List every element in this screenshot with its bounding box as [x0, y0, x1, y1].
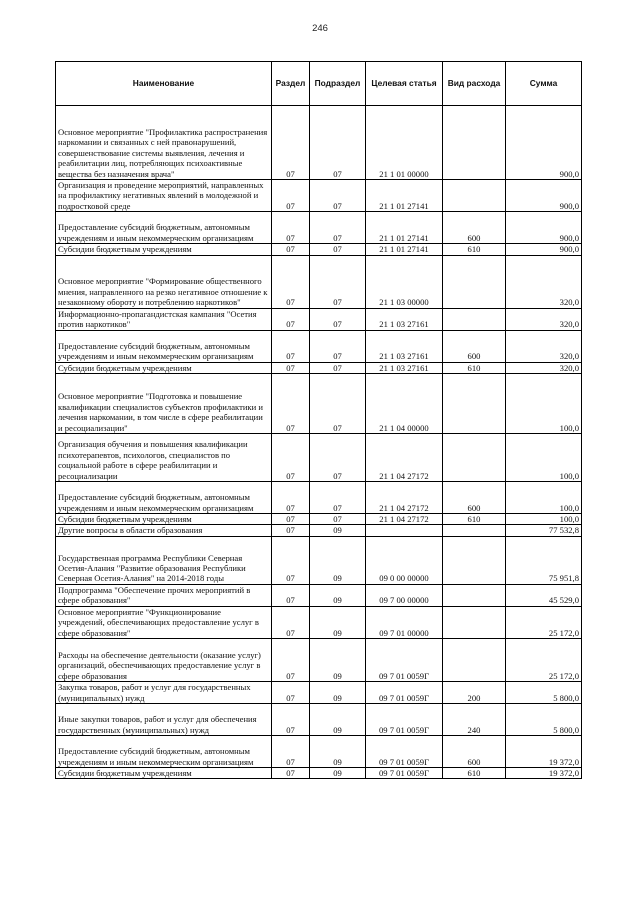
- table-row: [56, 525, 582, 536]
- row-expense-type: 240: [443, 704, 506, 736]
- row-target-article: 21 1 04 00000: [366, 374, 443, 434]
- table-row: [56, 536, 582, 584]
- row-target-article: 21 1 04 27172: [366, 514, 443, 525]
- row-name: Основное мероприятие "Функционирование учреждений, обеспечивающих предоставление услуг в сфере образования": [56, 606, 272, 638]
- row-target-article: 09 7 01 0059Г: [366, 768, 443, 779]
- row-sum: 19 372,0: [506, 736, 582, 768]
- row-sum: 320,0: [506, 255, 582, 308]
- row-name: Основное мероприятие "Профилактика распространения наркомании и связанных с ней правонарушений, совершенствование системы выявления, лечения и реабилитации лиц, потребляющих психоактивные вещества без назначения врача": [56, 106, 272, 180]
- row-sum: 100,0: [506, 514, 582, 525]
- row-sum: 25 172,0: [506, 606, 582, 638]
- row-razdel: 07: [272, 525, 310, 536]
- table-row: [56, 308, 582, 330]
- row-razdel: 07: [272, 639, 310, 682]
- row-sum: 45 529,0: [506, 584, 582, 606]
- row-expense-type: 610: [443, 768, 506, 779]
- table-row: [56, 482, 582, 514]
- row-razdel: 07: [272, 434, 310, 482]
- row-podrazdel: 09: [310, 768, 366, 779]
- table-row: [56, 330, 582, 362]
- row-expense-type: 610: [443, 362, 506, 373]
- row-razdel: 07: [272, 704, 310, 736]
- row-razdel: 07: [272, 682, 310, 704]
- header-sum: Сумма: [506, 62, 582, 106]
- header-target-article: Целевая статья: [366, 62, 443, 106]
- row-razdel: 07: [272, 330, 310, 362]
- row-razdel: 07: [272, 482, 310, 514]
- budget-table: [55, 61, 582, 779]
- row-target-article: 21 1 03 27161: [366, 362, 443, 373]
- row-razdel: 07: [272, 584, 310, 606]
- row-razdel: 07: [272, 768, 310, 779]
- table-header-row: [56, 62, 582, 106]
- header-name: Наименование: [56, 62, 272, 106]
- header-razdel: Раздел: [272, 62, 310, 106]
- row-expense-type: [443, 584, 506, 606]
- row-expense-type: 200: [443, 682, 506, 704]
- row-name: Закупка товаров, работ и услуг для государственных (муниципальных) нужд: [56, 682, 272, 704]
- row-expense-type: [443, 180, 506, 212]
- row-sum: 900,0: [506, 180, 582, 212]
- header-podrazdel: Подраздел: [310, 62, 366, 106]
- row-expense-type: 600: [443, 736, 506, 768]
- row-podrazdel: 09: [310, 525, 366, 536]
- row-podrazdel: 07: [310, 106, 366, 180]
- row-sum: 900,0: [506, 244, 582, 255]
- row-target-article: 21 1 04 27172: [366, 434, 443, 482]
- row-razdel: 07: [272, 362, 310, 373]
- table-row: [56, 255, 582, 308]
- row-expense-type: [443, 374, 506, 434]
- row-sum: 900,0: [506, 212, 582, 244]
- row-podrazdel: 09: [310, 606, 366, 638]
- row-podrazdel: 07: [310, 434, 366, 482]
- row-name: Основное мероприятие "Формирование общественного мнения, направленного на резко негативное отношение к незаконному обороту и потреблению наркотиков": [56, 255, 272, 308]
- row-name: Субсидии бюджетным учреждениям: [56, 768, 272, 779]
- row-expense-type: [443, 639, 506, 682]
- row-expense-type: 600: [443, 482, 506, 514]
- row-sum: 320,0: [506, 330, 582, 362]
- row-target-article: 21 1 03 00000: [366, 255, 443, 308]
- row-name: Предоставление субсидий бюджетным, автономным учреждениям и иным некоммерческим организациям: [56, 330, 272, 362]
- row-razdel: 07: [272, 212, 310, 244]
- row-podrazdel: 09: [310, 536, 366, 584]
- row-podrazdel: 09: [310, 736, 366, 768]
- row-name: Субсидии бюджетным учреждениям: [56, 362, 272, 373]
- row-sum: 19 372,0: [506, 768, 582, 779]
- row-target-article: 09 7 00 00000: [366, 584, 443, 606]
- row-name: Другие вопросы в области образования: [56, 525, 272, 536]
- table-row: [56, 736, 582, 768]
- table-row: [56, 244, 582, 255]
- row-target-article: 09 7 01 0059Г: [366, 704, 443, 736]
- row-name: Предоставление субсидий бюджетным, автономным учреждениям и иным некоммерческим организациям: [56, 212, 272, 244]
- row-target-article: 09 0 00 00000: [366, 536, 443, 584]
- row-expense-type: [443, 308, 506, 330]
- row-podrazdel: 09: [310, 704, 366, 736]
- row-expense-type: 600: [443, 330, 506, 362]
- row-sum: 900,0: [506, 106, 582, 180]
- row-razdel: 07: [272, 606, 310, 638]
- row-razdel: 07: [272, 374, 310, 434]
- row-name: Иные закупки товаров, работ и услуг для обеспечения государственных (муниципальных) нужд: [56, 704, 272, 736]
- table-row: [56, 639, 582, 682]
- row-expense-type: [443, 106, 506, 180]
- row-name: Информационно-пропагандистская кампания "Осетия против наркотиков": [56, 308, 272, 330]
- table-row: [56, 434, 582, 482]
- row-sum: 320,0: [506, 362, 582, 373]
- row-sum: 320,0: [506, 308, 582, 330]
- row-razdel: 07: [272, 244, 310, 255]
- row-expense-type: [443, 536, 506, 584]
- row-razdel: 07: [272, 255, 310, 308]
- row-target-article: 21 1 04 27172: [366, 482, 443, 514]
- row-sum: 25 172,0: [506, 639, 582, 682]
- row-razdel: 07: [272, 736, 310, 768]
- row-target-article: 09 7 01 0059Г: [366, 682, 443, 704]
- table-row: [56, 374, 582, 434]
- row-name: Предоставление субсидий бюджетным, автономным учреждениям и иным некоммерческим организациям: [56, 736, 272, 768]
- row-podrazdel: 09: [310, 584, 366, 606]
- page-number: 246: [312, 23, 328, 34]
- row-expense-type: 610: [443, 244, 506, 255]
- row-podrazdel: 09: [310, 639, 366, 682]
- row-expense-type: 600: [443, 212, 506, 244]
- table-row: [56, 212, 582, 244]
- row-expense-type: [443, 434, 506, 482]
- row-sum: 77 532,8: [506, 525, 582, 536]
- row-name: Подпрограмма "Обеспечение прочих мероприятий в сфере образования": [56, 584, 272, 606]
- table-row: [56, 682, 582, 704]
- row-podrazdel: 07: [310, 308, 366, 330]
- table-body: [56, 106, 582, 779]
- row-target-article: 21 1 03 27161: [366, 308, 443, 330]
- header-expense-type: Вид расхода: [443, 62, 506, 106]
- row-podrazdel: 07: [310, 482, 366, 514]
- table-row: [56, 584, 582, 606]
- row-name: Государственная программа Республики Северная Осетия-Алания "Развитие образования Республики Северная Осетия-Алания" на 2014-2018 годы: [56, 536, 272, 584]
- row-podrazdel: 07: [310, 255, 366, 308]
- row-podrazdel: 07: [310, 244, 366, 255]
- row-podrazdel: 07: [310, 212, 366, 244]
- table-row: [56, 180, 582, 212]
- row-sum: 100,0: [506, 482, 582, 514]
- row-name: Организация обучения и повышения квалификации психотерапевтов, психологов, специалистов по социальной работе в сфере реабилитации и ресоциализации: [56, 434, 272, 482]
- row-podrazdel: 07: [310, 514, 366, 525]
- table-row: [56, 514, 582, 525]
- row-sum: 100,0: [506, 374, 582, 434]
- row-target-article: [366, 525, 443, 536]
- row-podrazdel: 09: [310, 682, 366, 704]
- row-target-article: 09 7 01 0059Г: [366, 639, 443, 682]
- table-row: [56, 768, 582, 779]
- table-row: [56, 362, 582, 373]
- row-target-article: 21 1 01 27141: [366, 244, 443, 255]
- row-sum: 5 800,0: [506, 704, 582, 736]
- row-name: Предоставление субсидий бюджетным, автономным учреждениям и иным некоммерческим организациям: [56, 482, 272, 514]
- row-razdel: 07: [272, 180, 310, 212]
- table-row: [56, 606, 582, 638]
- row-target-article: 21 1 01 27141: [366, 180, 443, 212]
- row-name: Субсидии бюджетным учреждениям: [56, 244, 272, 255]
- row-name: Расходы на обеспечение деятельности (оказание услуг) организаций, обеспечивающих предоставление услуг в сфере образования: [56, 639, 272, 682]
- row-name: Организация и проведение мероприятий, направленных на профилактику негативных явлений в молодежной и подростковой среде: [56, 180, 272, 212]
- row-name: Субсидии бюджетным учреждениям: [56, 514, 272, 525]
- row-target-article: 21 1 01 00000: [366, 106, 443, 180]
- row-expense-type: [443, 255, 506, 308]
- row-podrazdel: 07: [310, 330, 366, 362]
- row-razdel: 07: [272, 536, 310, 584]
- row-podrazdel: 07: [310, 374, 366, 434]
- row-razdel: 07: [272, 308, 310, 330]
- row-razdel: 07: [272, 106, 310, 180]
- row-target-article: 21 1 03 27161: [366, 330, 443, 362]
- row-expense-type: [443, 525, 506, 536]
- row-sum: 100,0: [506, 434, 582, 482]
- row-razdel: 07: [272, 514, 310, 525]
- table-row: [56, 106, 582, 180]
- row-name: Основное мероприятие "Подготовка и повышение квалификации специалистов субъектов профилактики и лечения наркомании, в том числе в сфере реабилитации и ресоциализации": [56, 374, 272, 434]
- table-row: [56, 704, 582, 736]
- row-expense-type: [443, 606, 506, 638]
- row-podrazdel: 07: [310, 362, 366, 373]
- row-sum: 5 800,0: [506, 682, 582, 704]
- row-target-article: 21 1 01 27141: [366, 212, 443, 244]
- row-expense-type: 610: [443, 514, 506, 525]
- row-target-article: 09 7 01 00000: [366, 606, 443, 638]
- row-target-article: 09 7 01 0059Г: [366, 736, 443, 768]
- row-sum: 75 951,8: [506, 536, 582, 584]
- row-podrazdel: 07: [310, 180, 366, 212]
